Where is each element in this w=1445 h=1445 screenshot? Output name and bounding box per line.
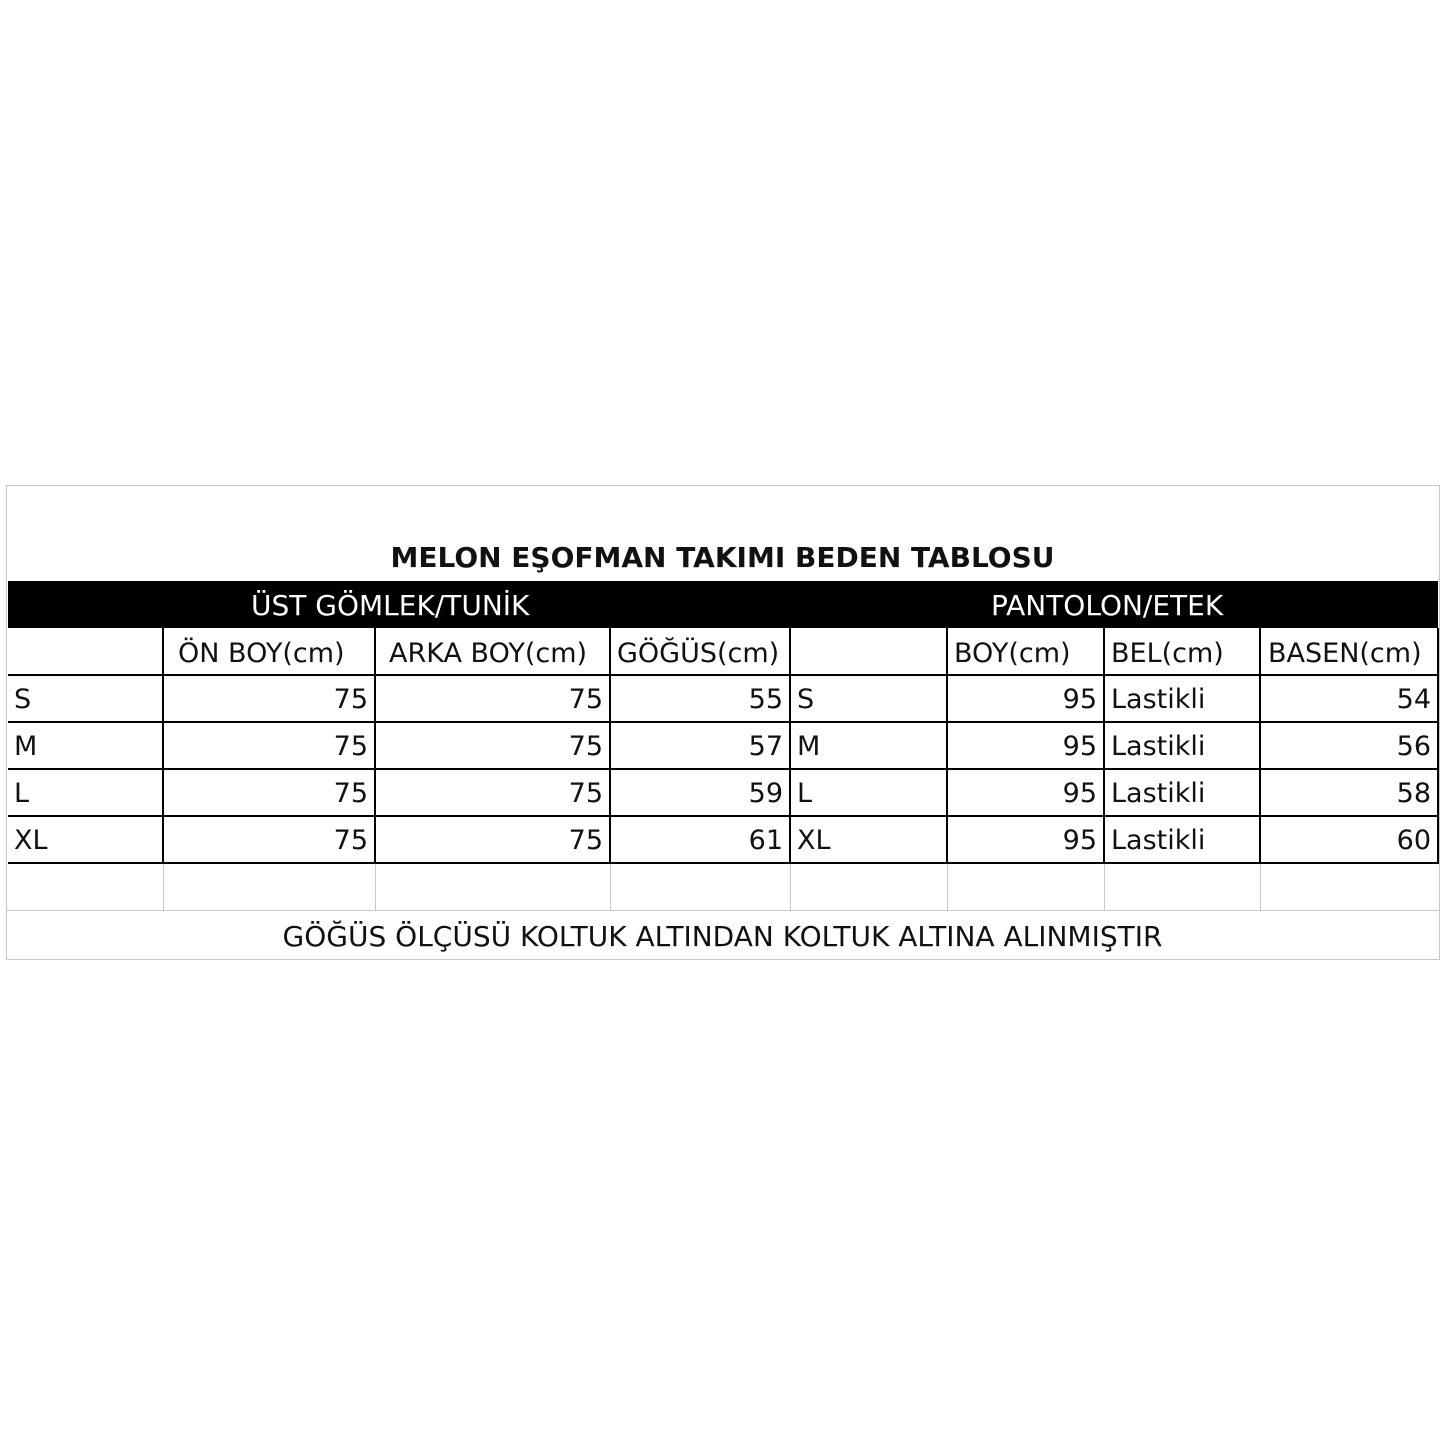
header-boy: BOY(cm) xyxy=(954,638,1071,669)
table-cell: 75 xyxy=(333,731,368,762)
table-cell: 75 xyxy=(568,825,603,856)
grid-line xyxy=(610,863,611,911)
header-basen: BASEN(cm) xyxy=(1268,638,1422,669)
table-cell: 75 xyxy=(333,825,368,856)
table-cell: 54 xyxy=(1396,684,1431,715)
header-bel: BEL(cm) xyxy=(1111,638,1224,669)
grid-line xyxy=(6,910,1440,911)
section-header-band xyxy=(8,581,1438,628)
table-cell: 60 xyxy=(1396,825,1431,856)
table-cell: 95 xyxy=(1062,684,1097,715)
header-arka-boy: ARKA BOY(cm) xyxy=(389,638,588,669)
grid-line xyxy=(1260,863,1261,911)
size-label: L xyxy=(797,778,813,809)
table-cell: 57 xyxy=(748,731,783,762)
grid-line xyxy=(6,959,1440,960)
table-cell: 95 xyxy=(1062,731,1097,762)
table-cell: 75 xyxy=(568,731,603,762)
table-cell: 56 xyxy=(1396,731,1431,762)
size-label: M xyxy=(14,731,38,762)
table-cell: Lastikli xyxy=(1111,778,1206,809)
table-cell: 55 xyxy=(748,684,783,715)
grid-line xyxy=(1104,863,1105,911)
top-section-label: ÜST GÖMLEK/TUNİK xyxy=(251,589,530,622)
table-cell: Lastikli xyxy=(1111,731,1206,762)
size-label: L xyxy=(14,778,30,809)
table-cell: 75 xyxy=(333,684,368,715)
table-cell: 75 xyxy=(568,778,603,809)
grid-line xyxy=(947,863,948,911)
size-label: M xyxy=(797,731,821,762)
grid-line xyxy=(163,863,164,911)
table-cell: 59 xyxy=(748,778,783,809)
size-label: XL xyxy=(14,825,48,856)
size-label: S xyxy=(14,684,32,715)
grid-line xyxy=(375,863,376,911)
table-cell: 61 xyxy=(748,825,783,856)
header-on-boy: ÖN BOY(cm) xyxy=(178,638,345,669)
grid-line xyxy=(6,485,1440,486)
bottom-section-label: PANTOLON/ETEK xyxy=(991,589,1224,622)
measurement-note: GÖĞÜS ÖLÇÜSÜ KOLTUK ALTINDAN KOLTUK ALTINA ALINMIŞTIR xyxy=(282,920,1163,953)
table-cell: Lastikli xyxy=(1111,684,1206,715)
page-title: MELON EŞOFMAN TAKIMI BEDEN TABLOSU xyxy=(390,541,1055,574)
size-label: S xyxy=(797,684,815,715)
table-cell: 58 xyxy=(1396,778,1431,809)
header-gogus: GÖĞÜS(cm) xyxy=(617,638,780,669)
table-cell: 75 xyxy=(568,684,603,715)
table-border xyxy=(1437,628,1439,864)
size-label: XL xyxy=(797,825,831,856)
grid-line xyxy=(790,863,791,911)
table-cell: 75 xyxy=(333,778,368,809)
table-cell: Lastikli xyxy=(1111,825,1206,856)
table-cell: 95 xyxy=(1062,778,1097,809)
table-cell: 95 xyxy=(1062,825,1097,856)
